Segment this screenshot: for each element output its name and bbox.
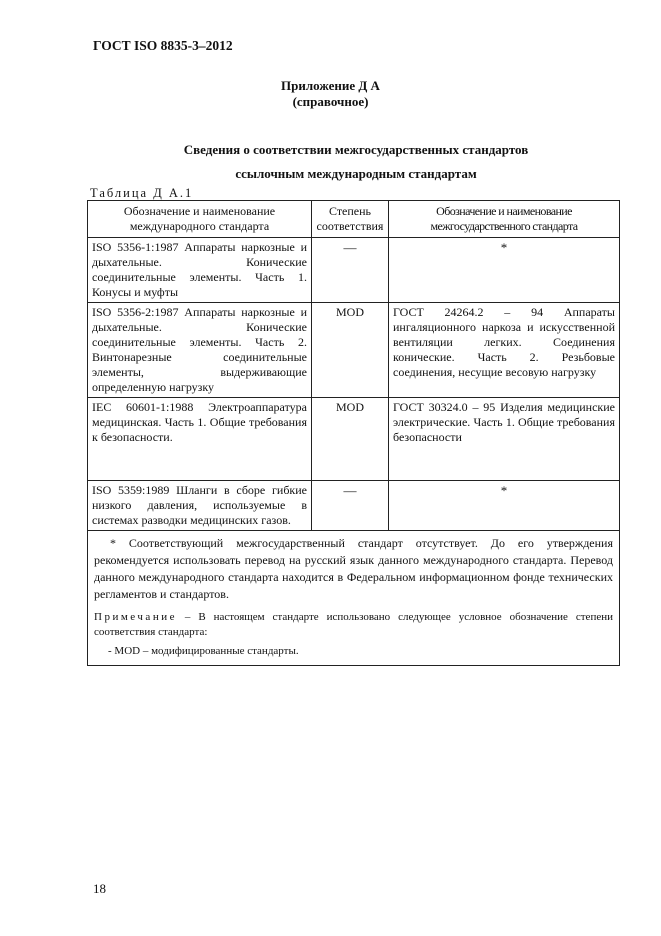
- cell-degree: [312, 238, 389, 303]
- footnote: * Соответствующий межгосударственный стандарт отсутствует. До его утверждения рекомендуется использовать перевод на русский язык данного международного стандарта. Перевод данного международного стандарта находится в Федеральном информационном фонде технических регламентов и стандартов.: [94, 536, 613, 601]
- cell-interstate: [389, 481, 620, 531]
- table-row: [88, 303, 620, 398]
- section-title-line-1: Сведения о соответствии межгосударственных стандартов: [183, 142, 529, 157]
- table-header-row: [88, 201, 620, 238]
- cell-international: ISO 5356-2:1987 Аппараты наркозные и дыхательные. Конические соединительные элементы. Часть 2. Винтонарезные соединительные элементы, выдерживающие определенную нагрузку: [88, 303, 312, 398]
- header-interstate: [389, 201, 620, 238]
- header-interstate-text: Обозначение и наименование межгосударственного стандарта: [430, 204, 578, 233]
- table-row: [88, 481, 620, 531]
- note: [94, 610, 613, 640]
- document-code: ГОСТ ISO 8835-3–2012: [93, 38, 233, 53]
- interstate-value: *: [500, 483, 508, 498]
- cell-interstate: ГОСТ 30324.0 – 95 Изделия медицинские электрические. Часть 1. Общие требования безопасности: [389, 398, 620, 481]
- degree-value: —: [343, 240, 357, 255]
- annex-kind: (справочное): [292, 94, 369, 109]
- cell-international: ISO 5359:1989 Шланги в сборе гибкие низкого давления, используемые в системах разводки медицинских газов.: [88, 481, 312, 531]
- cell-interstate: ГОСТ 24264.2 – 94 Аппараты ингаляционного наркоза и искусственной вентиляции легких. Соединения конические. Часть 2. Резьбовые соединения, несущие весовую нагрузку: [389, 303, 620, 398]
- note-text: – В настоящем стандарте использовано следующее условное обозначение степени соответствия стандарта:: [94, 611, 613, 638]
- cell-international: ISO 5356-1:1987 Аппараты наркозные и дыхательные. Конические соединительные элементы. Часть 1. Конусы и муфты: [88, 238, 312, 303]
- correspondence-table: [87, 200, 620, 666]
- cell-degree: MOD: [312, 303, 389, 398]
- cell-interstate: [389, 238, 620, 303]
- annex-title: Приложение Д А: [281, 78, 380, 93]
- table-row: [88, 398, 620, 481]
- section-title: [0, 138, 661, 186]
- table-footer-row: [88, 531, 620, 666]
- section-title-line-2: ссылочным международным стандартам: [235, 166, 477, 181]
- degree-value: —: [343, 483, 357, 498]
- table-label: Таблица Д А.1: [90, 186, 194, 200]
- header-international: Обозначение и наименование международного стандарта: [88, 201, 312, 238]
- table-row: [88, 238, 620, 303]
- page-number: 18: [93, 881, 106, 896]
- cell-international: IEC 60601-1:1988 Электроаппаратура медицинская. Часть 1. Общие требования к безопасности.: [88, 398, 312, 481]
- table-footer: [88, 531, 620, 666]
- header-degree: Степень соответствия: [312, 201, 389, 238]
- cell-degree: MOD: [312, 398, 389, 481]
- cell-degree: [312, 481, 389, 531]
- note-item: - MOD – модифицированные стандарты.: [108, 645, 299, 657]
- annex-heading: [0, 78, 661, 110]
- note-label: Примечание: [94, 611, 177, 623]
- interstate-value: *: [500, 240, 508, 255]
